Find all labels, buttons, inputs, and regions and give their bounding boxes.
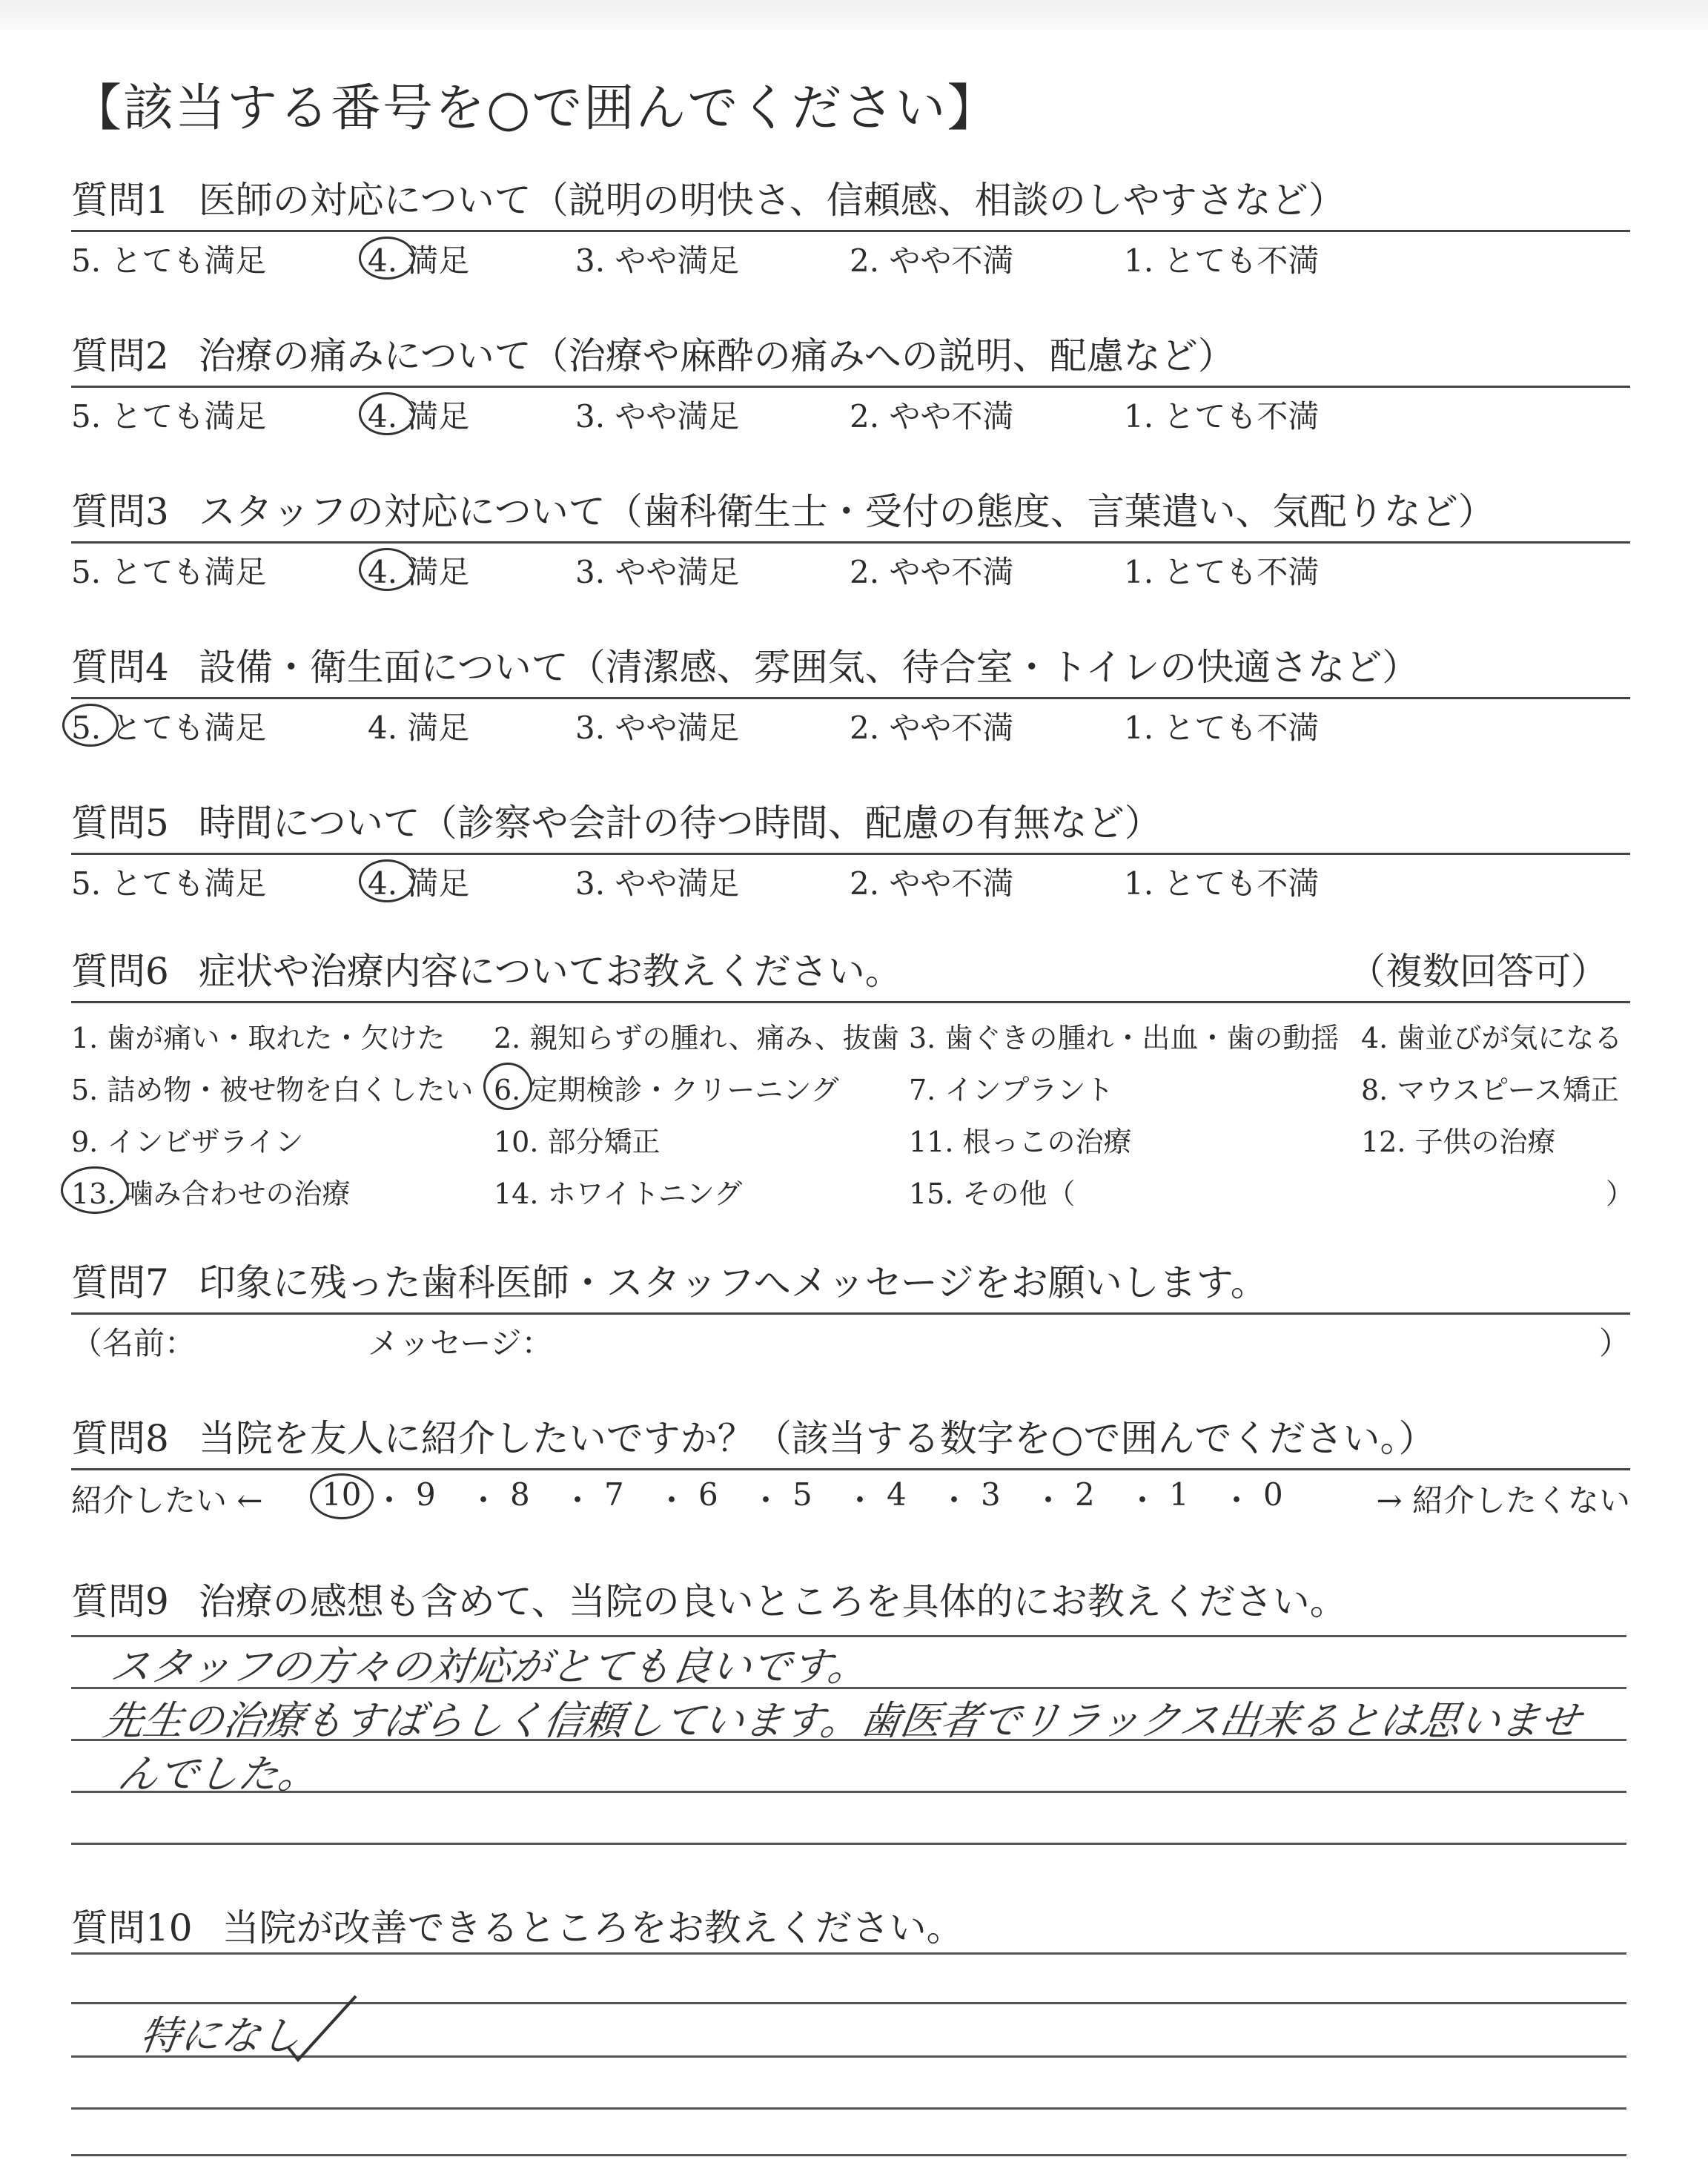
- symptom-option-9[interactable]: 9. インビザライン: [71, 1126, 304, 1158]
- scale-left-label: 紹介したい ←: [71, 1482, 263, 1519]
- question-text: スタッフの対応について（歯科衛生士・受付の態度、言葉遣い、気配りなど）: [198, 490, 1495, 533]
- referral-score-3[interactable]: 3: [981, 1476, 1001, 1513]
- message-label[interactable]: メッセージ：: [368, 1325, 553, 1361]
- rating-option-2[interactable]: 2. やや不満: [850, 865, 1014, 902]
- question-number: 質問9: [71, 1580, 169, 1623]
- rating-option-1[interactable]: 1. とても不満: [1124, 554, 1320, 590]
- symptom-option-6[interactable]: 6. 定期検診・クリーニング: [494, 1074, 839, 1106]
- rating-option-1[interactable]: 1. とても不満: [1124, 242, 1320, 279]
- rating-option-1[interactable]: 1. とても不満: [1124, 710, 1320, 746]
- close-paren: ）: [1598, 1325, 1630, 1361]
- symptom-option-1[interactable]: 1. 歯が痛い・取れた・欠けた: [71, 1022, 446, 1054]
- rating-option-2[interactable]: 2. やや不満: [850, 554, 1014, 590]
- question-number: 質問10: [71, 1906, 193, 1949]
- handwritten-answer-line-3: んでした。: [115, 1751, 322, 1797]
- symptom-option-14[interactable]: 14. ホワイトニング: [494, 1178, 743, 1210]
- question-text: 当院を友人に紹介したいですか？（該当する数字を○で囲んでください。）: [198, 1417, 1436, 1460]
- question-text: 症状や治療内容についてお教えください。: [198, 950, 902, 993]
- rating-option-1[interactable]: 1. とても不満: [1124, 398, 1320, 435]
- question-text: 治療の痛みについて（治療や麻酔の痛みへの説明、配慮など）: [198, 334, 1235, 377]
- question-number: 質問2: [71, 334, 169, 377]
- rating-option-4[interactable]: 4. 満足: [368, 398, 470, 435]
- rating-option-3[interactable]: 3. やや満足: [575, 398, 740, 435]
- rating-option-2[interactable]: 2. やや不満: [850, 398, 1014, 435]
- scale-separator: ・: [939, 1482, 970, 1519]
- other-close-paren: ）: [1606, 1178, 1635, 1210]
- referral-score-7[interactable]: 7: [604, 1476, 624, 1513]
- scale-separator: ・: [844, 1482, 876, 1519]
- question-text: 設備・衛生面について（清潔感、雰囲気、待合室・トイレの快適さなど）: [198, 646, 1420, 689]
- rating-option-2[interactable]: 2. やや不満: [850, 710, 1014, 746]
- question-text: 治療の感想も含めて、当院の良いところを具体的にお教えください。: [198, 1580, 1347, 1623]
- referral-score-6[interactable]: 6: [698, 1476, 718, 1513]
- scale-separator: ・: [468, 1482, 500, 1519]
- rating-option-3[interactable]: 3. やや満足: [575, 242, 740, 279]
- rating-option-4[interactable]: 4. 満足: [368, 242, 470, 279]
- referral-score-1[interactable]: 1: [1169, 1476, 1189, 1513]
- referral-score-2[interactable]: 2: [1075, 1476, 1095, 1513]
- symptom-option-3[interactable]: 3. 歯ぐきの腫れ・出血・歯の動揺: [909, 1022, 1340, 1054]
- rating-option-4[interactable]: 4. 満足: [368, 710, 470, 746]
- handwritten-improvement-answer: 特になし: [137, 2012, 304, 2059]
- symptom-option-10[interactable]: 10. 部分矯正: [494, 1126, 661, 1158]
- symptom-option-4[interactable]: 4. 歯並びが気になる: [1361, 1022, 1623, 1054]
- question-text: 時間について（診察や会計の待つ時間、配慮の有無など）: [198, 802, 1162, 845]
- symptom-option-12[interactable]: 12. 子供の治療: [1361, 1126, 1556, 1158]
- rating-option-2[interactable]: 2. やや不満: [850, 242, 1014, 279]
- handwritten-answer-line-1: スタッフの方々の対応がとても良いです。: [107, 1643, 872, 1690]
- rating-option-5[interactable]: 5. とても満足: [71, 398, 267, 435]
- handwritten-answer-line-2: 先生の治療もすばらしく信頼しています。歯医者でリラックス出来るとは思いませ: [100, 1697, 1583, 1744]
- symptom-option-13[interactable]: 13. 噛み合わせの治療: [71, 1178, 351, 1210]
- symptom-option-8[interactable]: 8. マウスピース矯正: [1361, 1074, 1619, 1106]
- rating-option-5[interactable]: 5. とても満足: [71, 710, 267, 746]
- referral-score-9[interactable]: 9: [416, 1476, 436, 1513]
- symptom-option-11[interactable]: 11. 根っこの治療: [909, 1126, 1132, 1158]
- question-number: 質問8: [71, 1417, 169, 1460]
- rating-option-5[interactable]: 5. とても満足: [71, 242, 267, 279]
- scale-separator: ・: [750, 1482, 782, 1519]
- rating-option-5[interactable]: 5. とても満足: [71, 554, 267, 590]
- referral-score-5[interactable]: 5: [792, 1476, 812, 1513]
- question-number: 質問7: [71, 1261, 169, 1304]
- question-number: 質問3: [71, 490, 169, 533]
- form-header: 【該当する番号を○で囲んでください】: [71, 79, 999, 138]
- rating-option-3[interactable]: 3. やや満足: [575, 710, 740, 746]
- rating-option-5[interactable]: 5. とても満足: [71, 865, 267, 902]
- scale-separator: ・: [1033, 1482, 1065, 1519]
- symptom-option-7[interactable]: 7. インプラント: [909, 1074, 1114, 1106]
- symptom-option-5[interactable]: 5. 詰め物・被せ物を白くしたい: [71, 1074, 474, 1106]
- referral-score-10[interactable]: 10: [322, 1476, 362, 1513]
- question-number: 質問1: [71, 179, 169, 222]
- symptom-option-2[interactable]: 2. 親知らずの腫れ、痛み、抜歯: [494, 1022, 899, 1054]
- scale-separator: ・: [374, 1482, 406, 1519]
- scale-separator: ・: [562, 1482, 594, 1519]
- rating-option-3[interactable]: 3. やや満足: [575, 865, 740, 902]
- multiple-answer-note: （複数回答可）: [1348, 950, 1608, 993]
- question-number: 質問5: [71, 802, 169, 845]
- scale-separator: ・: [1221, 1482, 1253, 1519]
- question-text: 当院が改善できるところをお教えください。: [222, 1906, 964, 1949]
- referral-score-4[interactable]: 4: [887, 1476, 907, 1513]
- scale-right-label: → 紹介したくない: [1376, 1482, 1630, 1519]
- referral-score-8[interactable]: 8: [510, 1476, 530, 1513]
- rating-option-4[interactable]: 4. 満足: [368, 865, 470, 902]
- question-text: 印象に残った歯科医師・スタッフへメッセージをお願いします。: [198, 1261, 1268, 1304]
- question-number: 質問4: [71, 646, 169, 689]
- rating-option-4[interactable]: 4. 満足: [368, 554, 470, 590]
- question-text: 医師の対応について（説明の明快さ、信頼感、相談のしやすさなど）: [198, 179, 1345, 222]
- question-number: 質問6: [71, 950, 169, 993]
- rating-option-1[interactable]: 1. とても不満: [1124, 865, 1320, 902]
- referral-score-0[interactable]: 0: [1263, 1476, 1283, 1513]
- symptom-option-15[interactable]: 15. その他（: [909, 1178, 1076, 1210]
- rating-option-3[interactable]: 3. やや満足: [575, 554, 740, 590]
- scale-separator: ・: [1127, 1482, 1159, 1519]
- scale-separator: ・: [656, 1482, 688, 1519]
- name-label: （名前：: [71, 1325, 196, 1361]
